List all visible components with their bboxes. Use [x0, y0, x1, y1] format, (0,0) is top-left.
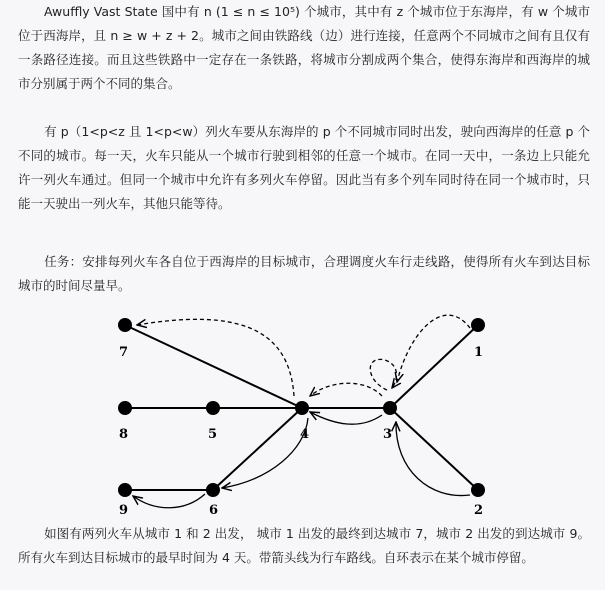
label-city-6: 6 [209, 503, 219, 518]
city-node-8 [118, 401, 132, 415]
label-city-4: 4 [300, 427, 310, 442]
city-node-1 [471, 318, 485, 332]
city-node-6 [206, 483, 220, 497]
problem-paragraph-1 [18, 0, 590, 96]
route-self-loop-3 [370, 359, 396, 390]
city-node-4 [295, 401, 309, 415]
edge-3-2 [390, 408, 478, 490]
city-node-5 [206, 401, 220, 415]
paragraph-2-text: 有 p（1<p<z 且 1<p<w）列火车要从东海岸的 p 个不同城市同时出发，驶向西海岸的任意 p 个不同的城市。每一天，火车只能从一个城市行驶到相邻的任意一个城市。在同一天中，一条边上只能允许一列火车通过。但同一个城市中允许有多列火车停留。因此当有多个列车同时待在同一个城市时，只能一天驶出一列火车，其他只能等待。 [18, 124, 590, 211]
route-1-to-3 [397, 315, 470, 382]
label-city-5: 5 [208, 427, 218, 442]
route-2-to-3 [396, 422, 470, 496]
city-node-9 [118, 483, 132, 497]
route-3-to-4-upper [310, 383, 382, 396]
route-6-to-9 [133, 494, 205, 508]
label-city-9: 9 [119, 503, 129, 518]
task-paragraph [18, 250, 590, 298]
paragraph-4-text: 如图有两列火车从城市 1 和 2 出发， 城市 1 出发的最终到达城市 7，城市 2 出发的到达城市 9。所有火车到达目标城市的最早时间为 4 天。带箭头线为行车路线。自环表示在某个城市停留。 [18, 526, 590, 565]
figure-caption-paragraph [18, 522, 590, 570]
paragraph-1-text: Awuffly Vast State 国中有 n (1 ≤ n ≤ 10⁵) 个城市，其中有 z 个城市位于东海岸，有 w 个城市位于西海岸，且 n ≥ w + z + 2。城市之间由铁路线（边）进行连接，任意两个不同城市之间有且仅有一条路径连接。而且这些铁路中一定存在一条铁路，将城市分割成两个集合，使得东海岸和西海岸的城市分别属于两个不同的集合。 [18, 4, 590, 91]
label-city-7: 7 [119, 345, 129, 360]
route-3-to-4-lower [310, 412, 382, 424]
paragraph-3-text: 任务：安排每列火车各自位于西海岸的目标城市，合理调度火车行走线路，使得所有火车到达目标城市的时间尽量早。 [18, 254, 590, 293]
label-city-3: 3 [383, 427, 393, 442]
railway-graph-figure [0, 300, 605, 530]
problem-paragraph-2 [18, 120, 590, 216]
edge-7-4 [125, 325, 302, 408]
city-node-7 [118, 318, 132, 332]
label-city-8: 8 [119, 427, 129, 442]
city-node-2 [471, 483, 485, 497]
edge-3-1 [390, 325, 478, 408]
route-4-to-7 [137, 319, 294, 396]
city-node-3 [383, 401, 397, 415]
label-city-1: 1 [474, 345, 484, 360]
label-city-2: 2 [474, 503, 484, 518]
route-4-to-6 [222, 418, 308, 488]
